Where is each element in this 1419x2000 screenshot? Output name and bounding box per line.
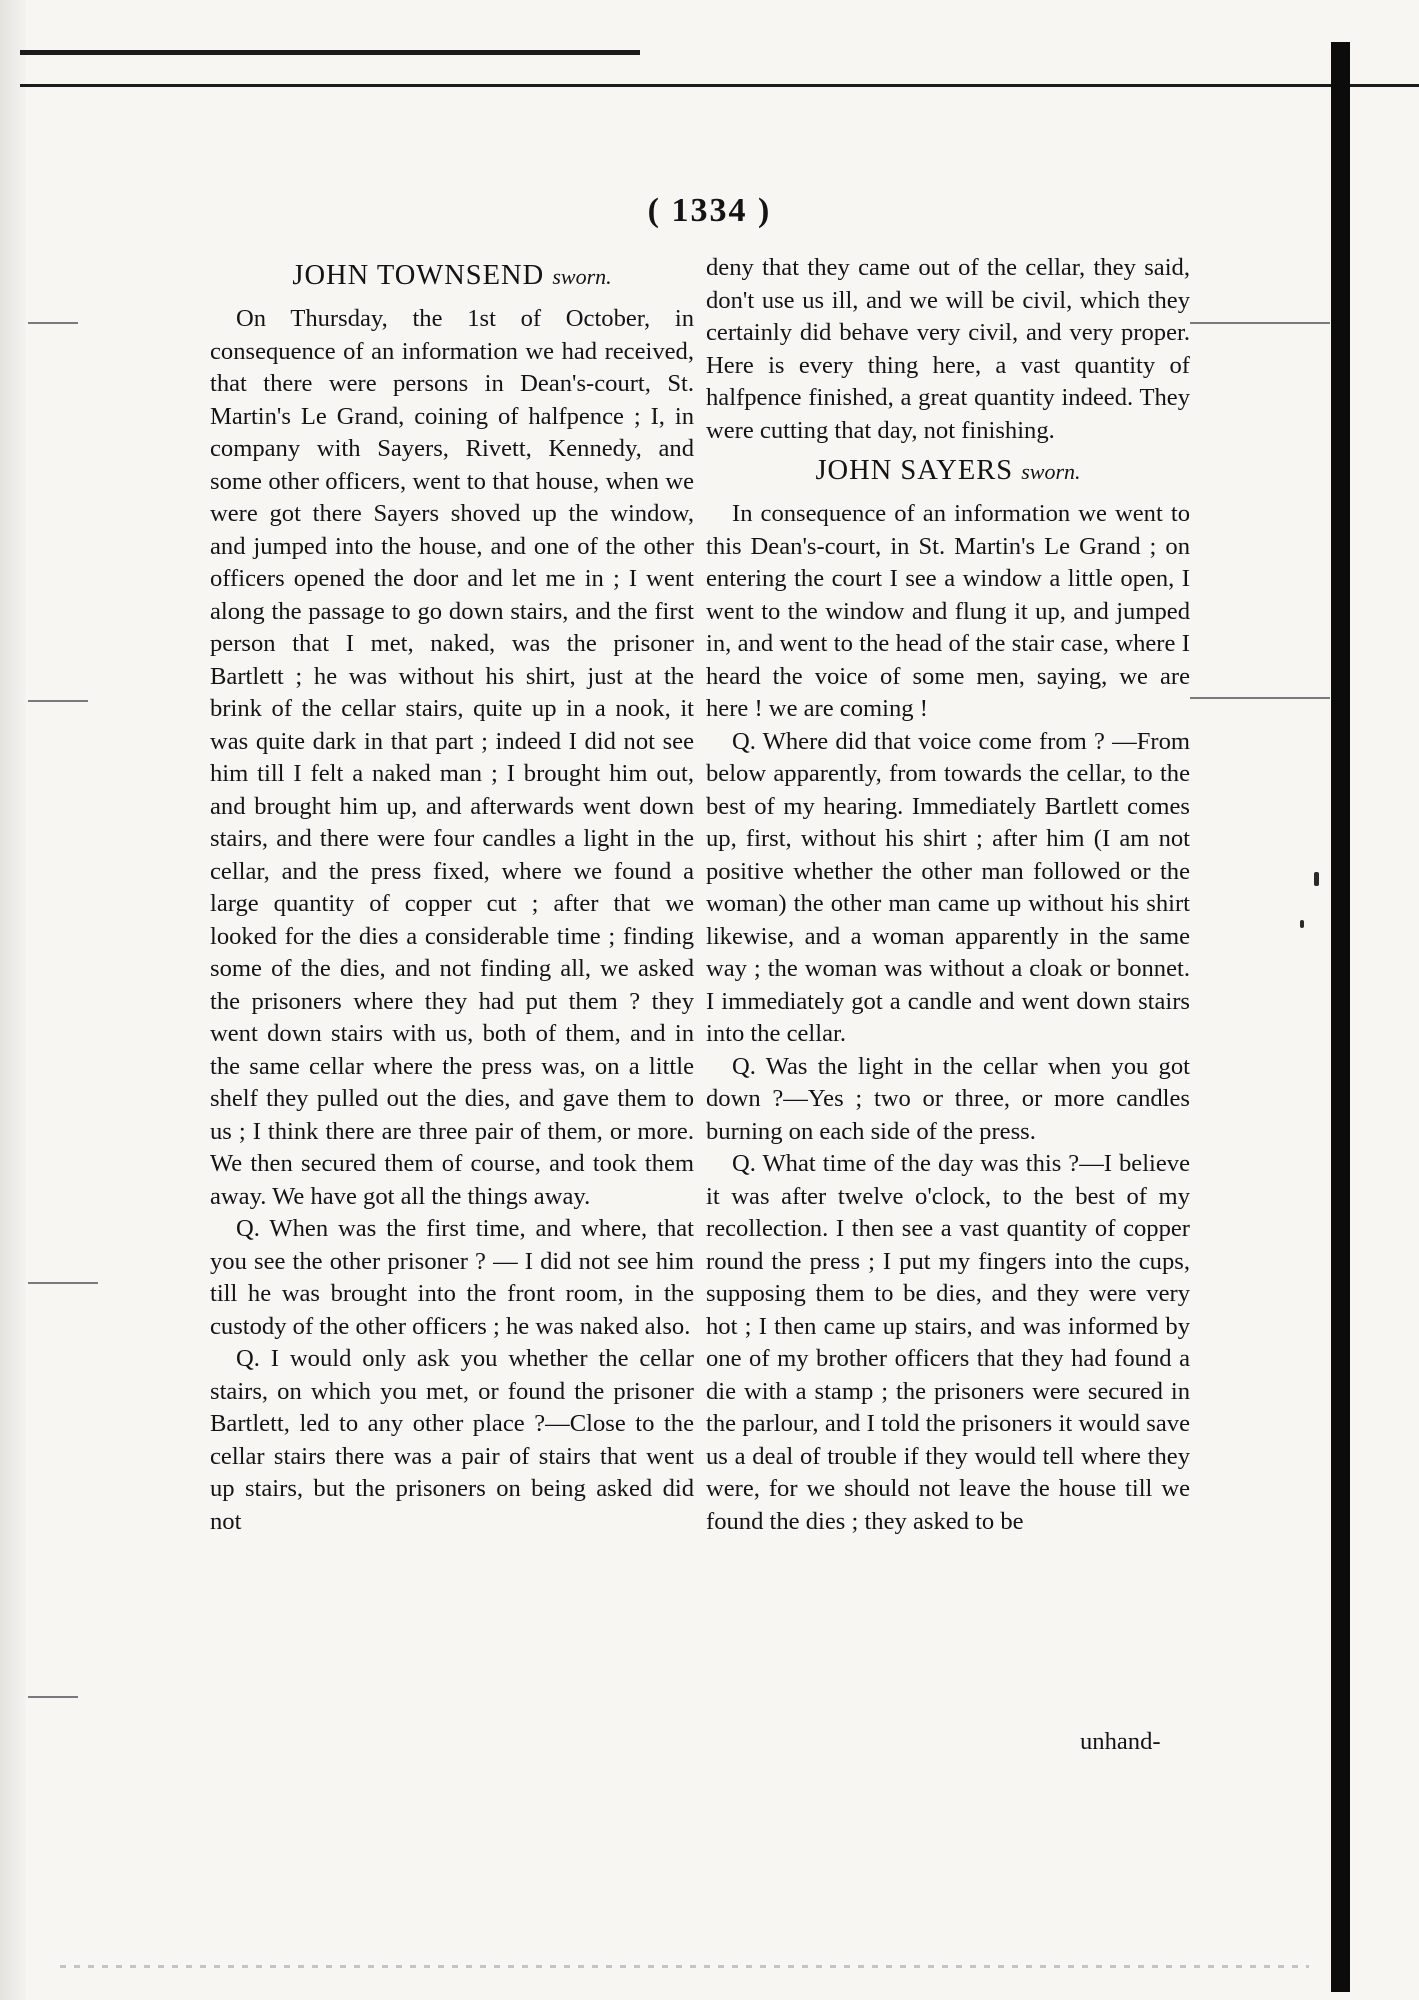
testimony-paragraph: On Thursday, the 1st of October, in consequence of an information we had received, that there were persons in Dean's-court, St. Martin's Le Grand, coining of halfpence ; I, in company with Sayers, Rivett, Kennedy, and some other officers, went to that house, when we were got there Sayers shoved up the window, and jumped into the house, and one of the other officers opened the door and let me in ; I went along the passage to go down stairs, and the first person that I met, naked, was the prisoner Bartlett ; he was without his shirt, just at the brink of the cellar stairs, quite up in a nook, it was quite dark in that part ; indeed I did not see him till I felt a naked man ; I brought him out, and brought him up, and afterwards went down stairs, and there were four candles a light in the cellar, and the press fixed, where we found a large quantity of copper cut ; after that we looked for the dies a considerable time ; finding some of the dies, and not finding all, we asked the prisoners where they had put them ? they went down stairs with us, both of them, and in the same cellar where the press was, on a little shelf they pulled out the dies, and gave them to us ; I think there are three pair of them, or more. We then secured them of course, and took them away. We have got all the things away. <box>210 305 694 1210</box>
witness-name: JOHN TOWNSEND <box>292 260 545 291</box>
binding-edge <box>1331 42 1350 1992</box>
scan-edge <box>0 0 26 2000</box>
testimony-paragraph: Q. Where did that voice come from ? —From below apparently, from towards the cellar, to the best of my hearing. Immediately Bartlett comes up, first, without his shirt ; after him (I am not positive whether the other man followed or the woman) the other man came up without his shirt likewise, and a woman apparently in the same way ; the woman was without a cloak or bonnet. I immediately got a candle and went down stairs into the cellar. <box>706 727 1190 1047</box>
margin-tick <box>28 1282 98 1284</box>
margin-tick <box>28 322 78 324</box>
margin-tick <box>28 1696 78 1698</box>
scan-noise <box>60 1965 1309 1968</box>
margin-tick <box>28 700 88 702</box>
witness-name: JOHN SAYERS <box>815 455 1014 486</box>
witness-heading <box>210 258 694 295</box>
testimony-continuation: deny that they came out of the cellar, they said, don't use us ill, and we will be civil, which they certainly did behave very civil, and very proper. Here is every thing here, a vast quantity of halfpence finished, a great quantity indeed. They were cutting that day, not finishing. <box>706 254 1190 444</box>
testimony-paragraph: In consequence of an information we went to this Dean's-court, in St. Martin's Le Grand ; on entering the court I see a window a little open, I went to the window and flung it up, and jumped in, and went to the head of the stair case, where I heard the voice of some men, saying, we are here ! we are coming ! <box>706 500 1190 722</box>
testimony-paragraph: Q. I would only ask you whether the cellar stairs, on which you met, or found the prisoner Bartlett, led to any other place ?—Close to the cellar stairs there was a pair of stairs that went up stairs, but the prisoners on being asked did not <box>210 1345 694 1535</box>
witness-oath: sworn. <box>1021 459 1081 484</box>
left-column <box>210 252 694 1538</box>
witness-heading <box>706 453 1190 490</box>
testimony-paragraph: Q. When was the first time, and where, that you see the other prisoner ? — I did not see him till he was brought into the front room, in the custody of the other officers ; he was naked also. <box>210 1215 694 1340</box>
ink-mark <box>1314 872 1319 886</box>
top-rule <box>20 50 640 55</box>
witness-oath: sworn. <box>552 264 612 289</box>
header-rule <box>20 84 1419 87</box>
ink-mark <box>1300 920 1304 928</box>
margin-tick <box>1190 322 1330 324</box>
catchword: unhand- <box>1080 1728 1161 1755</box>
margin-tick <box>1190 697 1330 699</box>
testimony-paragraph: Q. Was the light in the cellar when you got down ?—Yes ; two or three, or more candles burning on each side of the press. <box>706 1052 1190 1145</box>
right-column <box>706 252 1190 1538</box>
testimony-paragraph: Q. What time of the day was this ?—I believe it was after twelve o'clock, to the best of my recollection. I then see a vast quantity of copper round the press ; I put my fingers into the cups, supposing them to be dies, and they were very hot ; I then came up stairs, and was informed by one of my brother officers that they had found a die with a stamp ; the prisoners were secured in the parlour, and I told the prisoners it would save us a deal of trouble if they would tell where they were, for we should not leave the house till we found the dies ; they asked to be <box>706 1150 1190 1535</box>
page-number: ( 1334 ) <box>647 192 772 229</box>
